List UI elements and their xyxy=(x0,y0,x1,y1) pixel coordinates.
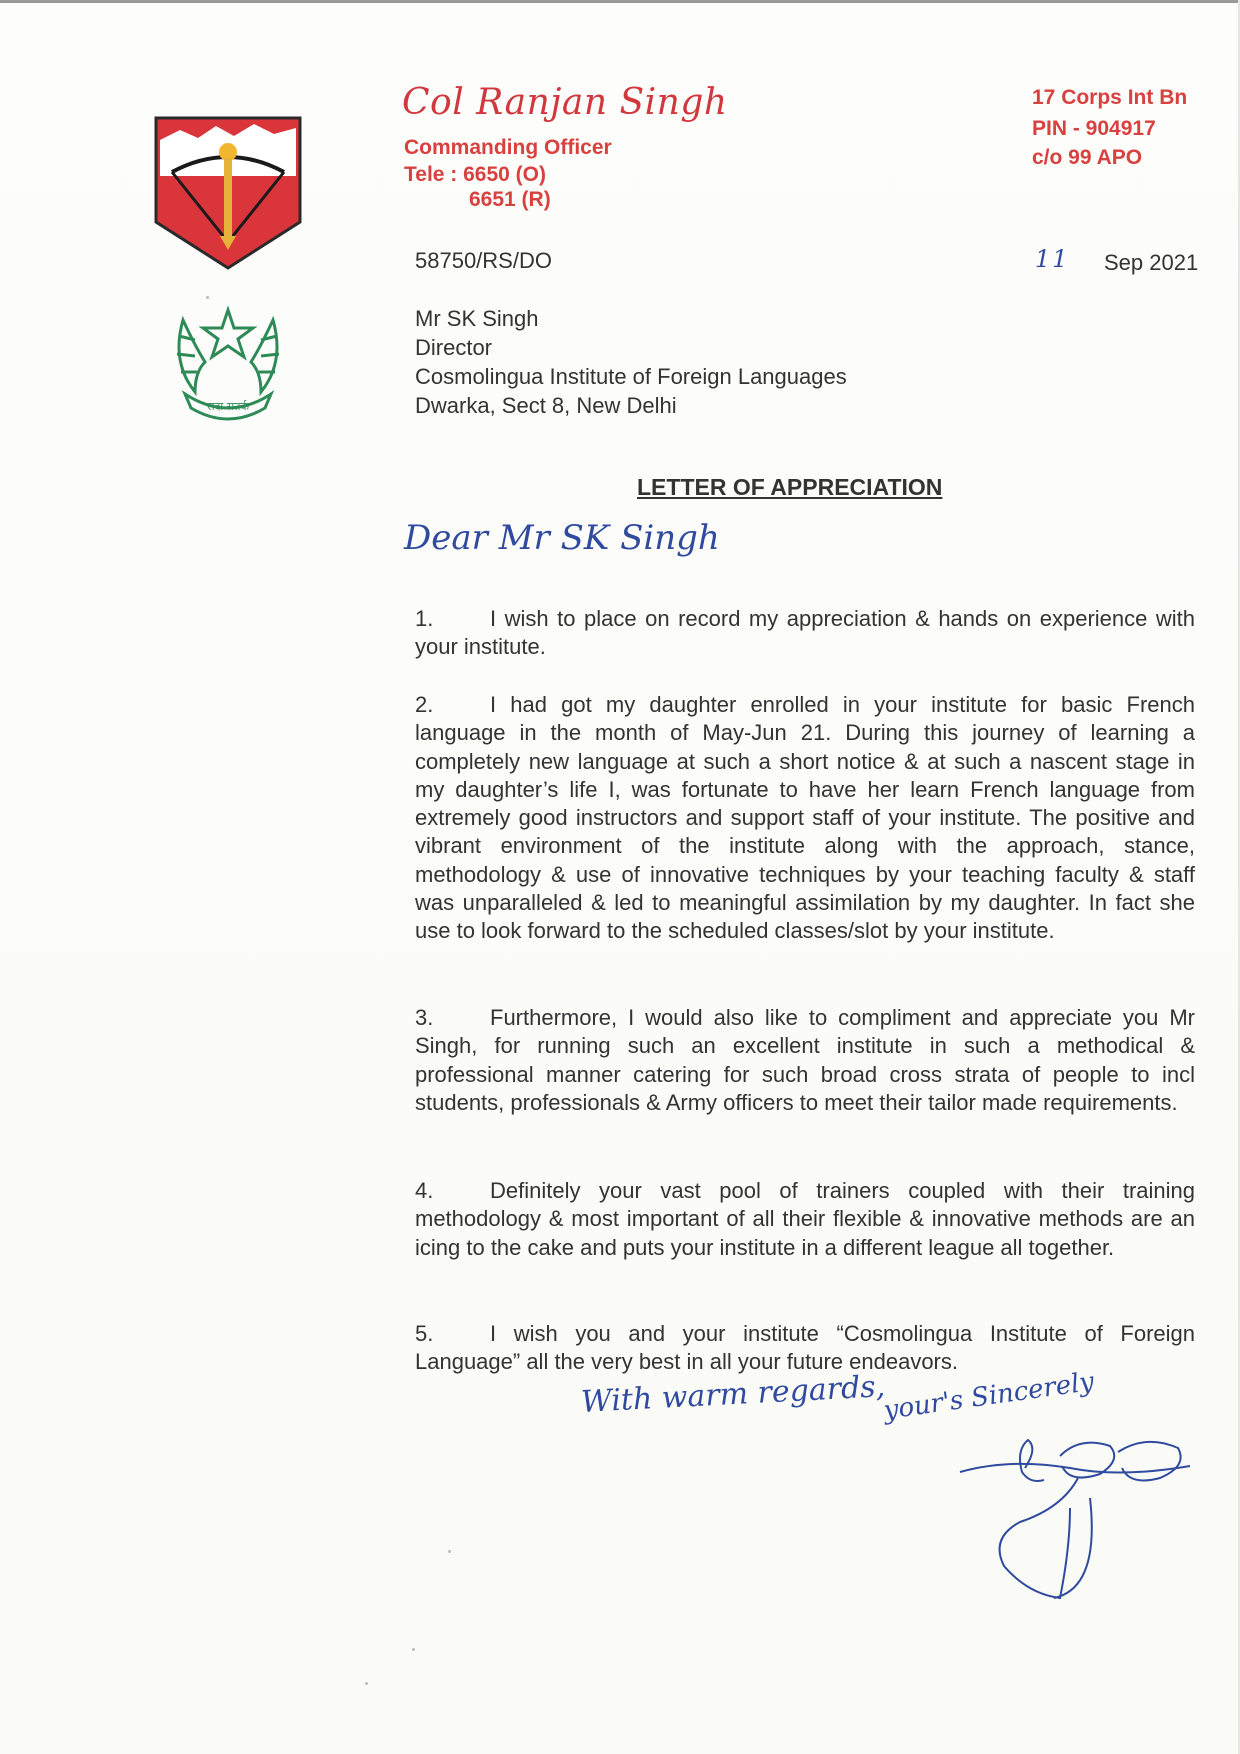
recipient-name: Mr SK Singh xyxy=(415,306,539,331)
paragraph-number: 2. xyxy=(415,692,434,717)
recipient-title: Director xyxy=(415,335,493,360)
recipient-address-block xyxy=(415,304,847,420)
emblem-motto: सदा सतर्क xyxy=(207,400,249,413)
paragraph-number: 4. xyxy=(415,1178,434,1203)
closing-sincerely-handwritten: your's Sincerely xyxy=(881,1366,1096,1426)
paragraph-text: I wish you and your institute “Cosmolingua Institute of Foreign Language” all the very best in all your future endeavors. xyxy=(415,1321,1195,1375)
salutation-handwritten: Dear Mr SK Singh xyxy=(404,518,720,558)
letter-subject: LETTER OF APPRECIATION xyxy=(637,474,943,500)
paragraph-2 xyxy=(415,691,1195,946)
paragraph-text: I wish to place on record my appreciation & hands on experience with your institute. xyxy=(415,606,1195,660)
unit-name: 17 Corps Int Bn xyxy=(1032,86,1188,109)
paragraph-text: Furthermore, I would also like to compliment and appreciate you Mr Singh, for running such an excellent institute in such a methodical & professional manner catering for such broad cross strata of people to incl students, professionals & Army officers to meet their tailor made requirements. xyxy=(415,1005,1195,1115)
scan-speck xyxy=(412,1648,415,1651)
scan-speck xyxy=(365,1682,368,1685)
scan-speck xyxy=(448,1550,451,1553)
handwritten-signature xyxy=(950,1438,1240,1614)
sender-tele-office: Tele : 6650 (O) xyxy=(404,163,546,186)
reference-number: 58750/RS/DO xyxy=(415,248,552,273)
sender-role: Commanding Officer xyxy=(404,136,612,159)
paragraph-3 xyxy=(415,1004,1195,1117)
recipient-organization: Cosmolingua Institute of Foreign Languages xyxy=(415,364,847,389)
date-month-year: Sep 2021 xyxy=(1104,250,1199,275)
unit-shield-emblem xyxy=(150,112,306,272)
army-intelligence-wreath-emblem xyxy=(165,296,291,424)
unit-pin: PIN - 904917 xyxy=(1032,117,1156,140)
paragraph-4 xyxy=(415,1177,1195,1262)
unit-apo: c/o 99 APO xyxy=(1032,146,1143,169)
date-day-handwritten: 11 xyxy=(1035,245,1070,273)
sender-tele-residence: 6651 (R) xyxy=(469,188,551,211)
paragraph-number: 1. xyxy=(415,606,434,631)
recipient-address: Dwarka, Sect 8, New Delhi xyxy=(415,393,677,418)
paragraph-1 xyxy=(415,605,1195,662)
paragraph-text: I had got my daughter enrolled in your institute for basic French language in the month of May-Jun 21. During this journey of learning a completely new language at such a short notice & at such a nascent stage in my daughter’s life I, was fortunate to have her learn French language from extremely good instructors and support staff of your institute. The positive and vibrant environment of the institute along with the approach, stance, methodology & use of innovative techniques by your teaching faculty & staff was unparalleled & led to meaningful assimilation by my daughter. In fact she use to look forward to the scheduled classes/slot by your institute. xyxy=(415,692,1195,944)
paragraph-number: 5. xyxy=(415,1321,434,1346)
paragraph-number: 3. xyxy=(415,1005,434,1030)
scan-speck xyxy=(206,296,209,299)
sender-name: Col Ranjan Singh xyxy=(402,82,728,123)
closing-handwritten: With warm regards, xyxy=(580,1369,886,1420)
scan-top-edge xyxy=(0,0,1240,3)
paragraph-text: Definitely your vast pool of trainers coupled with their training methodology & most important of all their flexible & innovative methods are an icing to the cake and puts your institute in a different league all together. xyxy=(415,1178,1195,1260)
